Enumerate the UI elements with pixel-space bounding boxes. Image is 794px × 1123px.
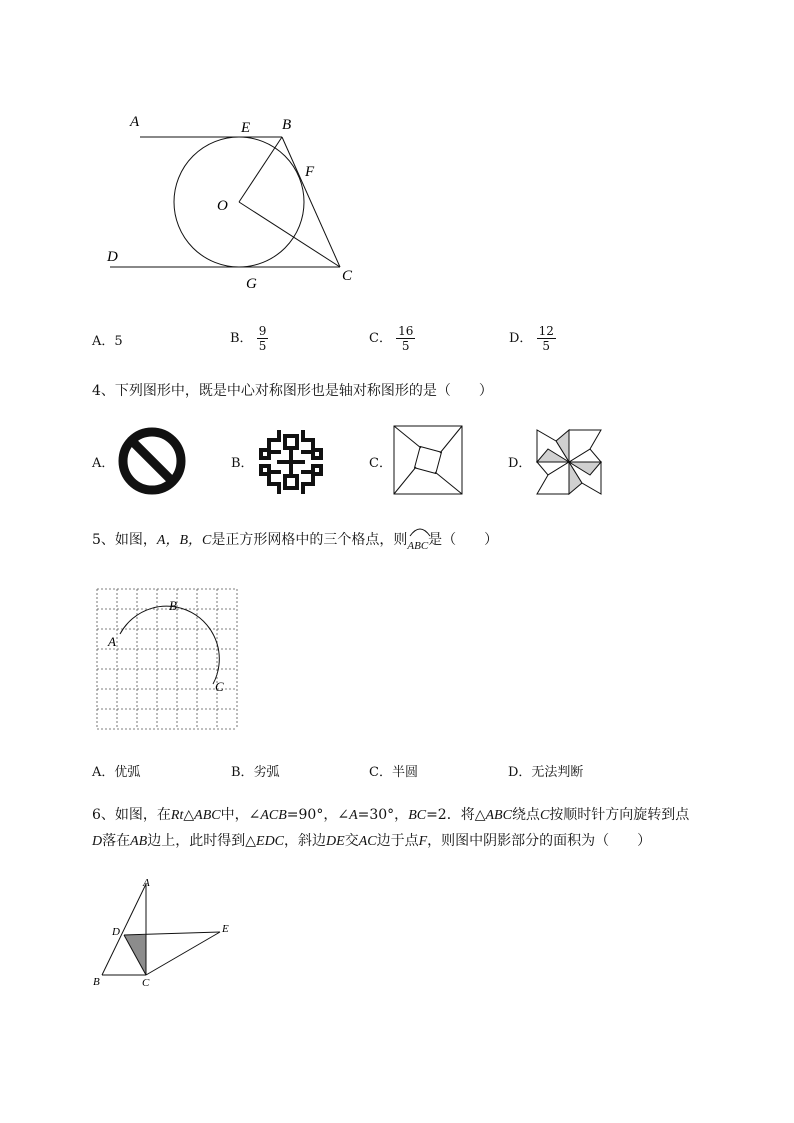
arc-notation: ABC xyxy=(407,531,428,550)
q5-stem: 5、如图，A，B，C是正方形网格中的三个格点，则$_{ABC}$ 是（ ） xyxy=(92,531,498,550)
q5-option-a[interactable]: A．优弧 xyxy=(92,765,141,780)
label-B: B xyxy=(169,598,177,613)
windmill-icon xyxy=(536,429,602,495)
q4-option-b-label[interactable]: B． xyxy=(231,456,254,471)
label-O: O xyxy=(217,198,228,214)
q6-stem-line1: 6、如图，在Rt△ABC中，∠ACB=90°，∠A=30°，BC=2．将△ABC绕点C按顺时针方向旋转到点 xyxy=(92,807,690,823)
square-pinwheel-icon xyxy=(393,425,463,495)
q3-option-d[interactable]: D． $\frac{12}{5}$ xyxy=(509,324,554,353)
circle-tangent-figure xyxy=(95,105,375,300)
q4-option-a-label[interactable]: A． xyxy=(92,456,115,471)
fret-pattern-icon xyxy=(259,430,323,494)
label-G: G xyxy=(246,276,257,292)
fraction: $\frac{12}{5}$ xyxy=(538,324,554,353)
label-A: A xyxy=(143,877,150,889)
label-C: C xyxy=(215,679,224,694)
q4-option-d-label[interactable]: D． xyxy=(508,456,532,471)
fraction: $\frac{9}{5}$ xyxy=(258,324,267,353)
label-E: E xyxy=(222,923,229,935)
label-C: C xyxy=(342,268,353,284)
rotated-triangle-figure xyxy=(90,872,240,994)
q3-option-a[interactable]: A．5 xyxy=(92,334,123,349)
q3-option-b[interactable]: B． $\frac{9}{5}$ xyxy=(230,324,267,353)
label-C: C xyxy=(142,977,150,989)
q4-stem: 4、下列图形中，既是中心对称图形也是轴对称图形的是（ ） xyxy=(92,383,493,399)
q5-option-b[interactable]: B．劣弧 xyxy=(231,765,280,780)
q6-stem-line2: D落在AB边上，此时得到△EDC，斜边DE交AC边于点F，则图中阴影部分的面积为（ ） xyxy=(92,833,652,849)
grid-arc-figure xyxy=(96,588,241,733)
label-B: B xyxy=(282,117,292,133)
prohibition-sign-icon xyxy=(118,427,186,495)
label-F: F xyxy=(305,164,315,180)
q3-option-c[interactable]: C． $\frac{16}{5}$ xyxy=(369,324,414,353)
q5-option-d[interactable]: D．无法判断 xyxy=(508,765,584,780)
q4-option-c-label[interactable]: C． xyxy=(369,456,392,471)
fraction: $\frac{16}{5}$ xyxy=(398,324,414,353)
label-D: D xyxy=(107,249,118,265)
label-A: A xyxy=(108,634,116,649)
label-D: D xyxy=(112,926,120,938)
q5-option-c[interactable]: C．半圆 xyxy=(369,765,418,780)
label-E: E xyxy=(241,120,251,136)
label-A: A xyxy=(130,114,140,130)
label-B: B xyxy=(93,976,100,988)
